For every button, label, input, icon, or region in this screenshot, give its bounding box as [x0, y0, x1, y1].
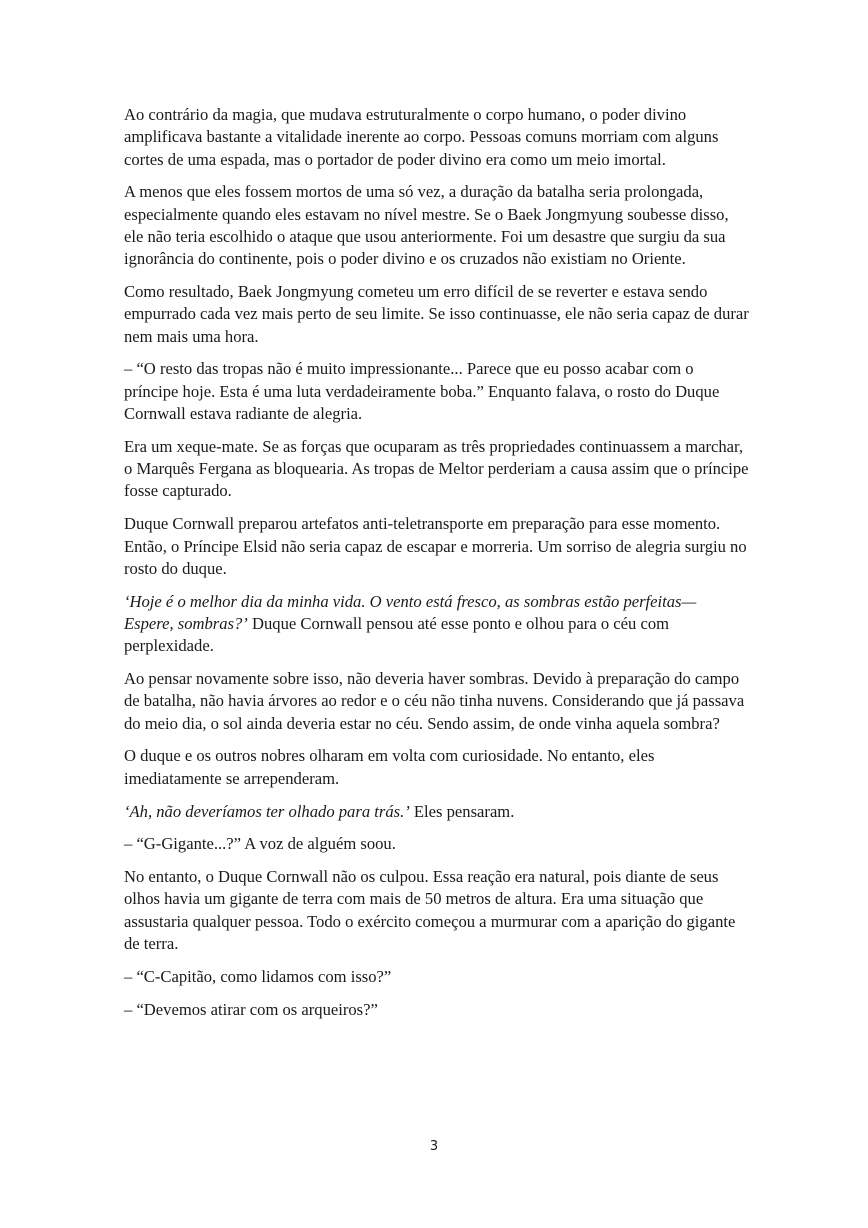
paragraph-text: Duque Cornwall pensou até esse ponto e olhou para o céu com perplexidade. [124, 613, 670, 656]
paragraph [124, 866, 750, 955]
paragraph [124, 281, 750, 348]
paragraph [124, 668, 750, 735]
italic-text: ‘Hoje é o melhor dia da minha vida. O vento está fresco, as sombras estão perfeitas— Espere, sombras?’ [124, 591, 697, 633]
paragraph [124, 801, 750, 823]
paragraph-text: A menos que eles fossem mortos de uma só vez, a duração da batalha seria prolongada, especialmente quando eles estavam no nível mestre. Se o Baek Jongmyung soubesse disso, ele não teria escolhido o ataque que usou anteriormente. Foi um desastre que surgiu da sua ignorância do continente, pois o poder divino e os cruzados não existiam no Oriente. [124, 182, 729, 269]
paragraph [124, 181, 750, 270]
paragraph [124, 745, 750, 790]
paragraph-text: Duque Cornwall preparou artefatos anti-teletransporte em preparação para esse momento. Então, o Príncipe Elsid não seria capaz de escapar e morreria. Um sorriso de alegria surgiu no rosto do duque. [124, 514, 747, 578]
paragraph-text: – “G-Gigante...?” A voz de alguém soou. [124, 834, 396, 854]
paragraph [124, 358, 750, 425]
paragraph-text: Eles pensaram. [409, 801, 515, 821]
paragraph [124, 513, 750, 580]
paragraph-text: – “O resto das tropas não é muito impressionante... Parece que eu posso acabar com o príncipe hoje. Esta é uma luta verdadeiramente boba.” Enquanto falava, o rosto do Duque Cornwall estava radiante de alegria. [124, 359, 720, 424]
paragraph-text: O duque e os outros nobres olharam em volta com curiosidade. No entanto, eles imediatamente se arrependeram. [124, 746, 655, 788]
paragraph [124, 966, 750, 988]
paragraph-text: Ao contrário da magia, que mudava estruturalmente o corpo humano, o poder divino amplificava bastante a vitalidade inerente ao corpo. Pessoas comuns morriam com alguns cortes de uma espada, mas o portador de poder divino era como um meio imortal. [124, 105, 719, 169]
paragraph-text: Ao pensar novamente sobre isso, não deveria haver sombras. Devido à preparação do campo de batalha, não havia árvores ao redor e o céu não tinha nuvens. Considerando que já passava do meio dia, o sol ainda deveria estar no céu. Sendo assim, de onde vinha aquela sombra? [124, 669, 745, 733]
paragraph [124, 591, 750, 658]
paragraph [124, 436, 750, 503]
paragraph-text: – “Devemos atirar com os arqueiros?” [124, 999, 378, 1019]
paragraph [124, 999, 750, 1021]
paragraph-text: Como resultado, Baek Jongmyung cometeu um erro difícil de se reverter e estava sendo empurrado cada vez mais perto de seu limite. Se isso continuasse, ele não seria capaz de durar nem mais uma hora. [124, 282, 749, 346]
body-text [124, 104, 750, 1031]
page-number: 3 [429, 1139, 439, 1154]
paragraph-text: Era um xeque-mate. Se as forças que ocuparam as três propriedades continuassem a marchar, o Marquês Fergana as bloquearia. As tropas de Meltor perderiam a causa assim que o príncipe fosse capturado. [124, 436, 749, 501]
italic-text: ‘Ah, não deveríamos ter olhado para trás.’ [124, 801, 410, 821]
paragraph [124, 104, 750, 171]
paragraph-text: – “C-Capitão, como lidamos com isso?” [124, 966, 392, 986]
paragraph [124, 833, 750, 855]
paragraph-text: No entanto, o Duque Cornwall não os culpou. Essa reação era natural, pois diante de seus olhos havia um gigante de terra com mais de 50 metros de altura. Era uma situação que assustaria qualquer pessoa. Todo o exército começou a murmurar com a aparição do gigante de terra. [124, 867, 736, 953]
